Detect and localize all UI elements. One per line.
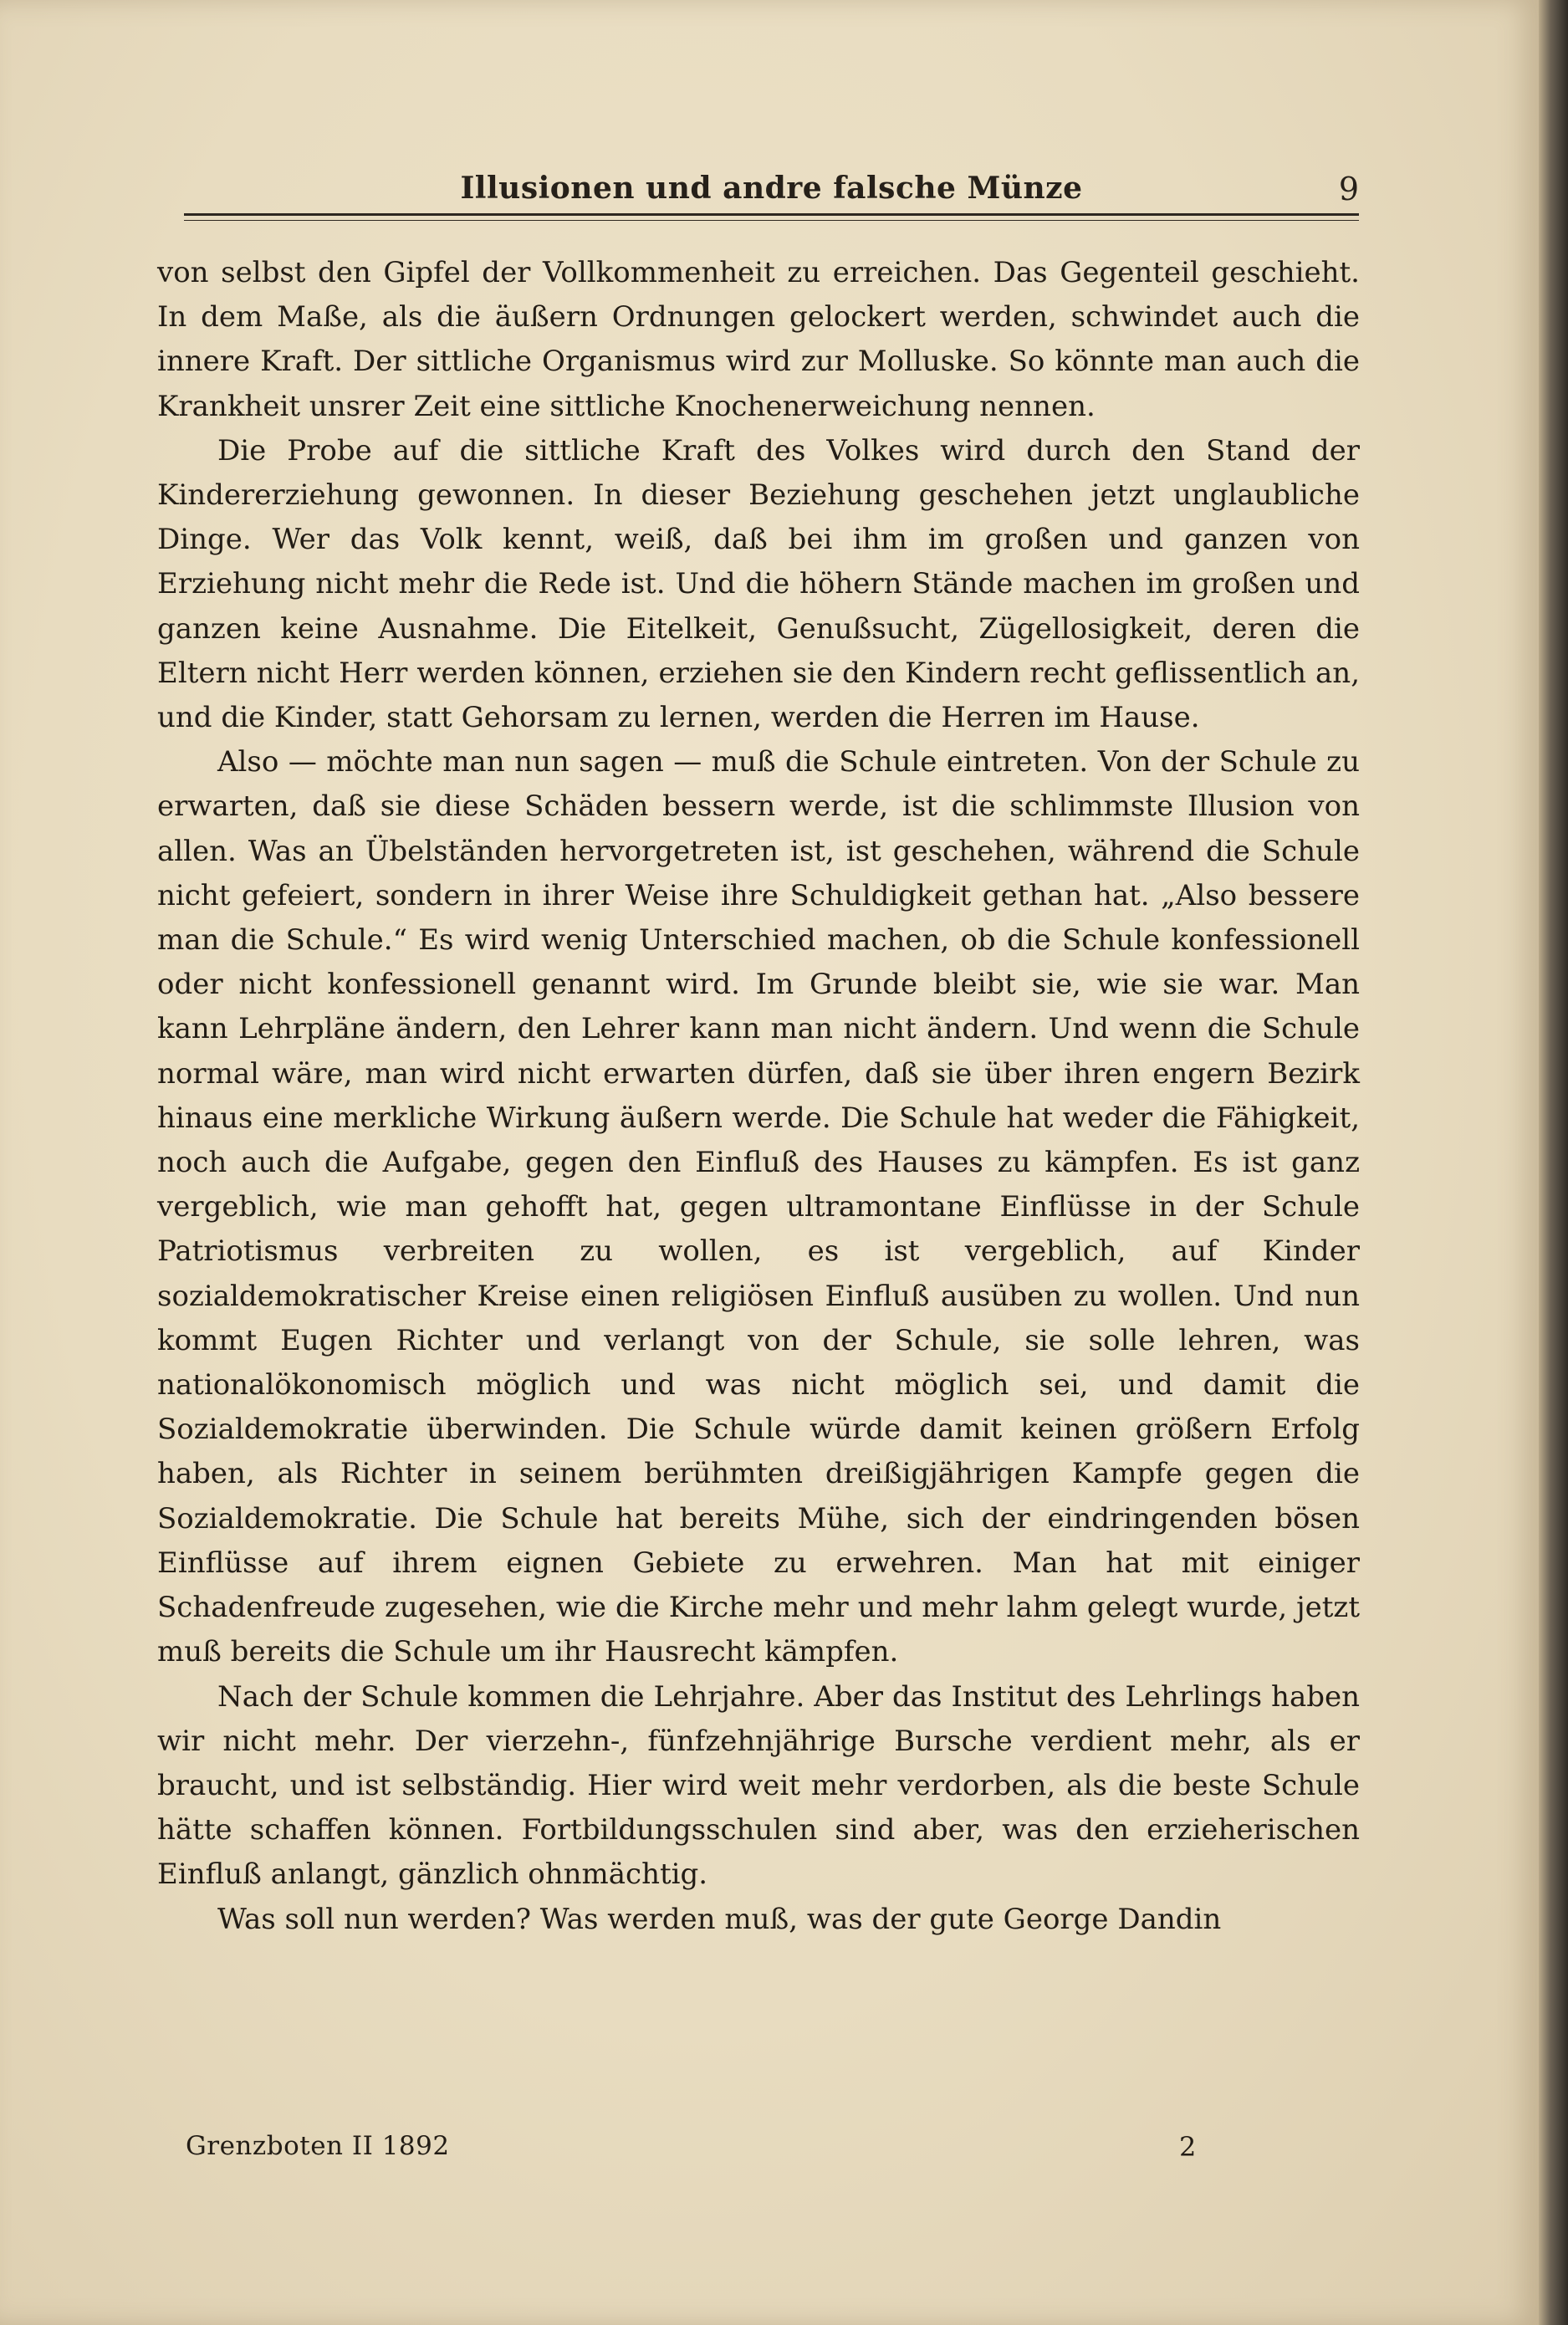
paragraph: Die Probe auf die sittliche Kraft des Volkes wird durch den Stand der Kindererziehung gewonnen. In dieser Beziehung geschehen jetzt unglaubliche Dinge. Wer das Volk kennt, weiß, daß bei ihm im großen und ganzen von Erziehung nicht mehr die Rede ist. Und die höhern Stände machen im großen und ganzen keine Ausnahme. Die Eitelkeit, Genußsucht, Zügellosigkeit, deren die Eltern nicht Herr werden können, erziehen sie den Kindern recht geflissentlich an, und die Kinder, statt Gehorsam zu lernen, werden die Herren im Hause.: [157, 433, 1360, 735]
running-title: Illusionen und andre falsche Münze: [460, 171, 1083, 206]
paragraph: Also — möchte man nun sagen — muß die Schule eintreten. Von der Schule zu erwarten, daß sie diese Schäden bessern werde, ist die schlimmste Illusion von allen. Was an Übelständen hervorgetreten ist, ist geschehen, während die Schule nicht gefeiert, sondern in ihrer Weise ihre Schuldigkeit gethan hat. „Also bessere man die Schule.“ Es wird wenig Unterschied machen, ob die Schule konfessionell oder nicht konfessionell genannt wird. Im Grunde bleibt sie, wie sie war. Man kann Lehrpläne ändern, den Lehrer kann man nicht ändern. Und wenn die Schule normal wäre, man wird nicht erwarten dürfen, daß sie über ihren engern Bezirk hinaus eine merkliche Wirkung äußern werde. Die Schule hat weder die Fähigkeit, noch auch die Aufgabe, gegen den Einfluß des Hauses zu kämpfen. Es ist ganz vergeblich, wie man gehofft hat, gegen ultramontane Einflüsse in der Schule Patriotismus verbreiten zu wollen, es ist vergeblich, auf Kinder sozialdemokratischer Kreise einen religiösen Einfluß ausüben zu wollen. Und nun kommt Eugen Richter und verlangt von der Schule, sie solle lehren, was nationalökonomisch möglich und was nicht möglich sei, und damit die Sozialdemokratie überwinden. Die Schule würde damit keinen größern Erfolg haben, als Richter in seinem berühmten dreißigjährigen Kampfe gegen die Sozialdemokratie. Die Schule hat bereits Mühe, sich der eindringenden bösen Einflüsse auf ihrem eignen Gebiete zu erwehren. Man hat mit einiger Schadenfreude zugesehen, wie die Kirche mehr und mehr lahm gelegt wurde, jetzt muß bereits die Schule um ihr Hausrecht kämpfen.: [157, 745, 1360, 1669]
header-rule-thick: [184, 213, 1359, 216]
header-rule-thin: [184, 220, 1359, 221]
footer-sheet-number: 2: [1179, 2131, 1197, 2163]
paragraph: Was soll nun werden? Was werden muß, was der gute George Dandin: [217, 1902, 1222, 1936]
page-number: 9: [1338, 171, 1359, 207]
book-gutter-edge: [1539, 0, 1568, 2325]
paragraph: von selbst den Gipfel der Vollkommenheit zu erreichen. Das Gegenteil geschieht. In dem Maße, als die äußern Ordnungen gelockert werden, schwindet auch die innere Kraft. Der sittliche Organismus wird zur Molluske. So könnte man auch die Krankheit unsrer Zeit eine sittliche Knochenerweichung nennen.: [157, 256, 1360, 423]
paragraph: Nach der Schule kommen die Lehrjahre. Aber das Institut des Lehrlings haben wir nicht mehr. Der vierzehn-, fünfzehnjährige Bursche verdient mehr, als er braucht, und ist selbständig. Hier wird weit mehr verdorben, als die beste Schule hätte schaffen können. Fortbildungsschulen sind aber, was den erzieherischen Einfluß anlangt, gänzlich ohnmächtig.: [157, 1679, 1360, 1892]
footer-journal-signature: Grenzboten II 1892: [186, 2131, 450, 2161]
body-text: [157, 251, 1360, 1942]
